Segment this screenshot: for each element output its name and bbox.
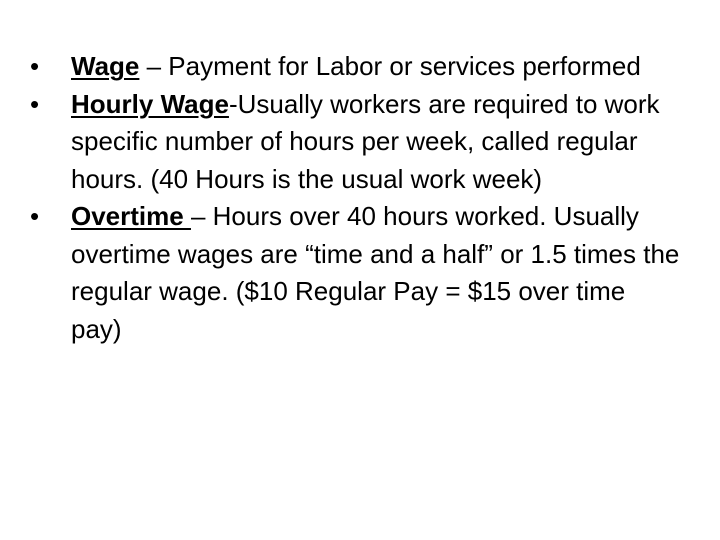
bullet-marker: • (30, 201, 40, 231)
definition-hourly-wage: -Usually workers are required to work specific number of hours per week, called regular hours. (40 Hours is the usual work week) (71, 88, 660, 194)
bullet-list (30, 48, 680, 348)
definition-overtime: – Hours over 40 hours worked. Usually overtime wages are “time and a half” or 1.5 times the regular wage. ($10 Regular Pay = $15 over time pay) (71, 201, 680, 344)
definition-wage: – Payment for Labor or services performed (139, 51, 641, 81)
bullet-item-wage (30, 48, 680, 86)
term-overtime: Overtime (71, 201, 191, 231)
term-wage: Wage (71, 51, 140, 81)
bullet-item-overtime (30, 198, 680, 348)
term-hourly-wage: Hourly Wage (71, 88, 229, 119)
bullet-marker: • (30, 51, 40, 81)
bullet-marker: • (30, 88, 40, 119)
bullet-item-hourly-wage (30, 86, 680, 199)
